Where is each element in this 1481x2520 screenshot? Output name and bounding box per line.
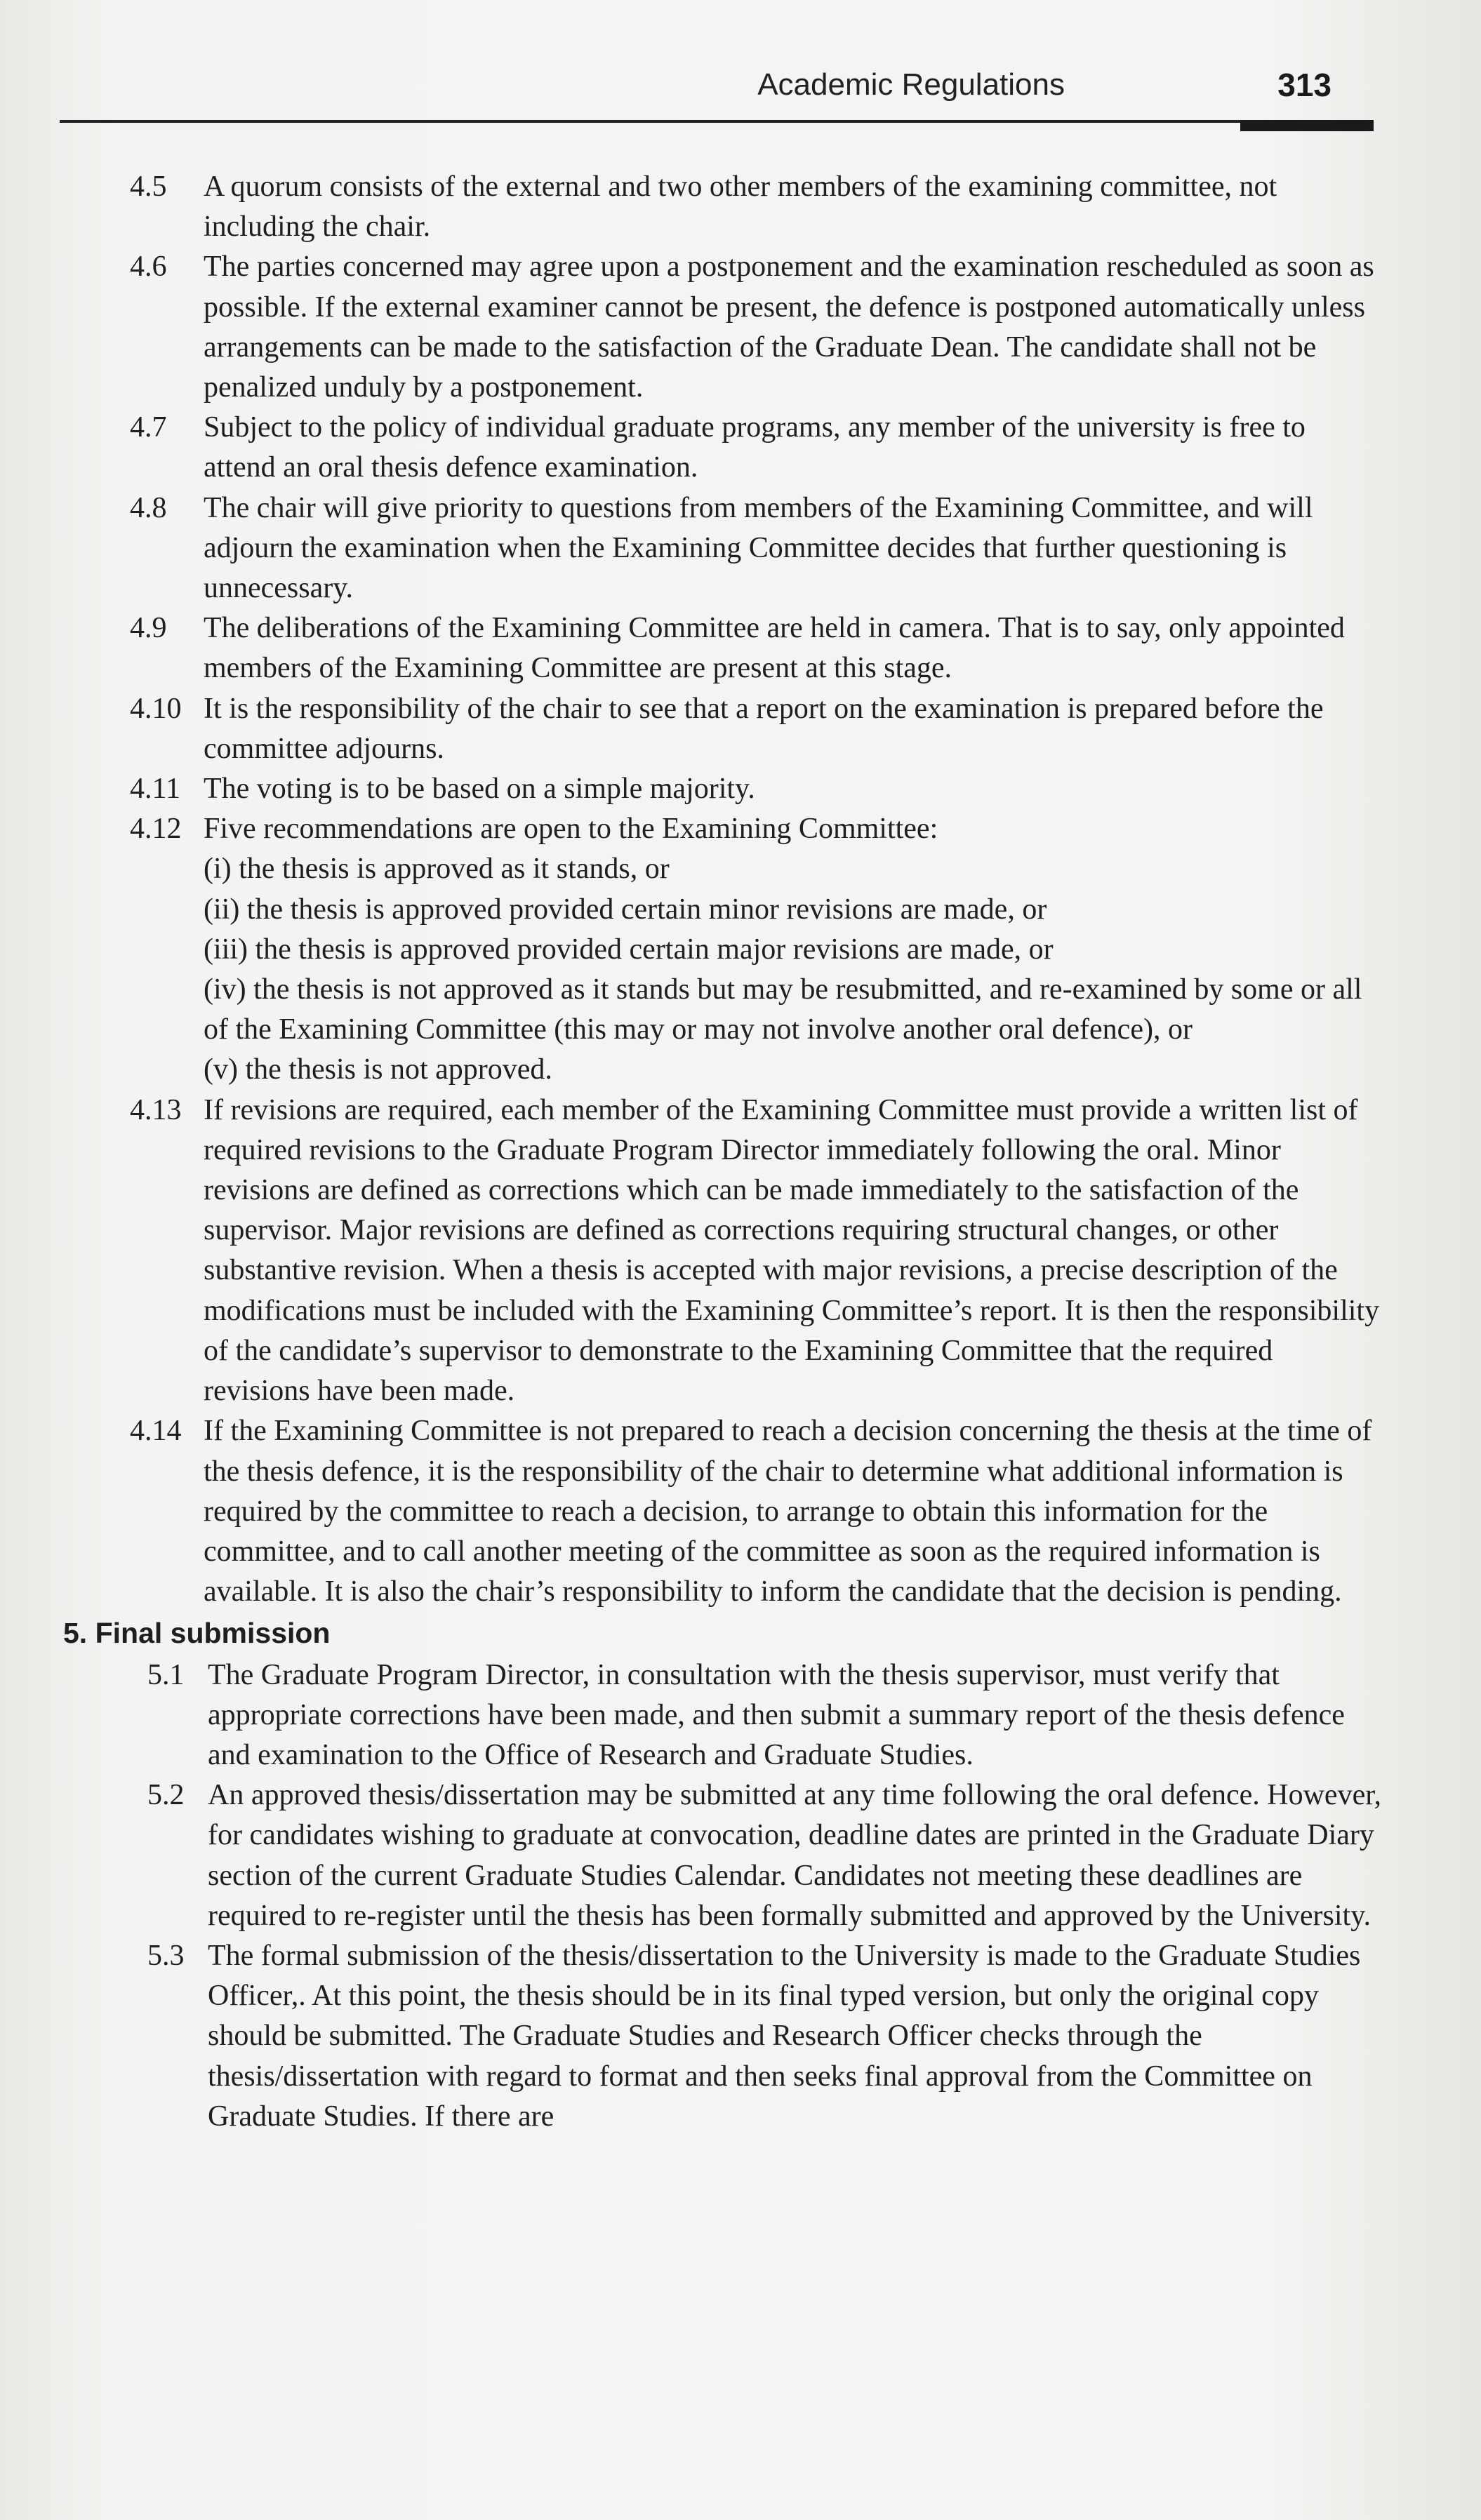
option-v: (v) the thesis is not approved. (204, 1053, 552, 1086)
item-text: The voting is to be based on a simple majority. (204, 773, 755, 806)
item-4-7 (63, 408, 1383, 488)
item-number: 4.5 (130, 171, 167, 203)
item-number: 5.2 (147, 1779, 185, 1812)
item-text: The Graduate Program Director, in consultation with the thesis supervisor, must verify that appropriate corrections have been made, and then submit a summary report of the thesis defence and examination to the Office of Research and Graduate Studies. (208, 1658, 1345, 1771)
item-text: The deliberations of the Examining Committee are held in camera. That is to say, only appointed members of the Examining Committee are present at this stage. (204, 612, 1345, 685)
item-5-3 (63, 1936, 1383, 2137)
option-i: (i) the thesis is approved as it stands, or (204, 853, 670, 886)
item-number: 5.3 (147, 1939, 185, 1972)
item-5-2 (63, 1775, 1383, 1936)
option-iv: (iv) the thesis is not approved as it stands but may be resubmitted, and re-examined by some or all of the Examining Committee (this may or may not involve another oral defence), or (204, 973, 1362, 1046)
item-number: 4.8 (130, 491, 167, 524)
item-4-14 (63, 1411, 1383, 1612)
item-number: 4.11 (130, 773, 180, 806)
item-4-10 (63, 689, 1383, 769)
option-ii: (ii) the thesis is approved provided certain minor revisions are made, or (204, 893, 1047, 926)
item-4-8 (63, 488, 1383, 609)
item-number: 4.14 (130, 1415, 182, 1448)
item-number: 4.9 (130, 612, 167, 645)
item-text: Subject to the policy of individual graduate programs, any member of the university is free to attend an oral thesis defence examination. (204, 411, 1306, 484)
item-text: A quorum consists of the external and two other members of the examining committee, not including the chair. (204, 171, 1277, 244)
item-number: 4.12 (130, 813, 182, 846)
regulations-text (63, 167, 1383, 2137)
item-number: 5.1 (147, 1658, 185, 1691)
header-title: Academic Regulations (757, 67, 1065, 102)
item-text: The formal submission of the thesis/dissertation to the University is made to the Graduate Studies Officer,. At this point, the thesis should be in its final typed version, but only the original copy should be submitted. The Graduate Studies and Research Officer checks through the thesis/dissertation with regard to format and then seeks final approval from the Committee on Graduate Studies. If there are (208, 1939, 1361, 2133)
item-text: If the Examining Committee is not prepared to reach a decision concerning the thesis at the time of the thesis defence, it is the responsibility of the chair to determine what additional information is required by the committee to reach a decision, to arrange to obtain this information for the committee, and to call another meeting of the committee as soon as the required information is available. It is also the chair’s responsibility to inform the candidate that the decision is pending. (204, 1415, 1372, 1608)
item-text: The chair will give priority to questions from members of the Examining Committee, and will adjourn the examination when the Examining Committee decides that further questioning is unnecessary. (204, 491, 1313, 605)
item-number: 4.13 (130, 1093, 182, 1126)
item-5-1 (63, 1655, 1383, 1776)
item-4-12 (63, 809, 1383, 849)
item-4-11 (63, 769, 1383, 809)
option-iii: (iii) the thesis is approved provided certain major revisions are made, or (204, 933, 1054, 966)
item-4-5 (63, 167, 1383, 247)
header-block (1240, 120, 1374, 131)
header-rule (60, 120, 1374, 123)
item-number: 4.10 (130, 692, 182, 725)
item-4-6 (63, 247, 1383, 408)
item-number: 4.7 (130, 411, 167, 444)
item-text: It is the responsibility of the chair to see that a report on the examination is prepared before the committee adjourns. (204, 692, 1324, 765)
item-text: An approved thesis/dissertation may be submitted at any time following the oral defence. However, for candidates wishing to graduate at convocation, deadline dates are printed in the Graduate Diary section of the current Graduate Studies Calendar. Candidates not meeting these deadlines are required to re-register until the thesis has been formally submitted and approved by the University. (208, 1779, 1382, 1932)
page-number: 313 (1277, 67, 1331, 103)
item-text: If revisions are required, each member of the Examining Committee must provide a written list of required revisions to the Graduate Program Director immediately following the oral. Minor revisions are defined as corrections which can be made immediately to the satisfaction of the supervisor. Major revisions are defined as corrections requiring structural changes, or other substantive revision. When a thesis is accepted with major revisions, a precise description of the modifications must be included with the Examining Committee’s report. It is then the responsibility of the candidate’s supervisor to demonstrate to the Examining Committee that the required revisions have been made. (204, 1093, 1380, 1408)
item-text: The parties concerned may agree upon a postponement and the examination rescheduled as soon as possible. If the external examiner cannot be present, the defence is postponed automatically unless arrangements can be made to the satisfaction of the Graduate Dean. The candidate shall not be penalized unduly by a postponement. (204, 251, 1374, 404)
item-text: Five recommendations are open to the Examining Committee: (204, 813, 938, 846)
item-number: 4.6 (130, 251, 167, 284)
item-4-9 (63, 608, 1383, 688)
running-header (60, 67, 1374, 125)
section-heading-final-submission: 5. Final submission (63, 1617, 331, 1650)
item-4-13 (63, 1091, 1383, 1412)
